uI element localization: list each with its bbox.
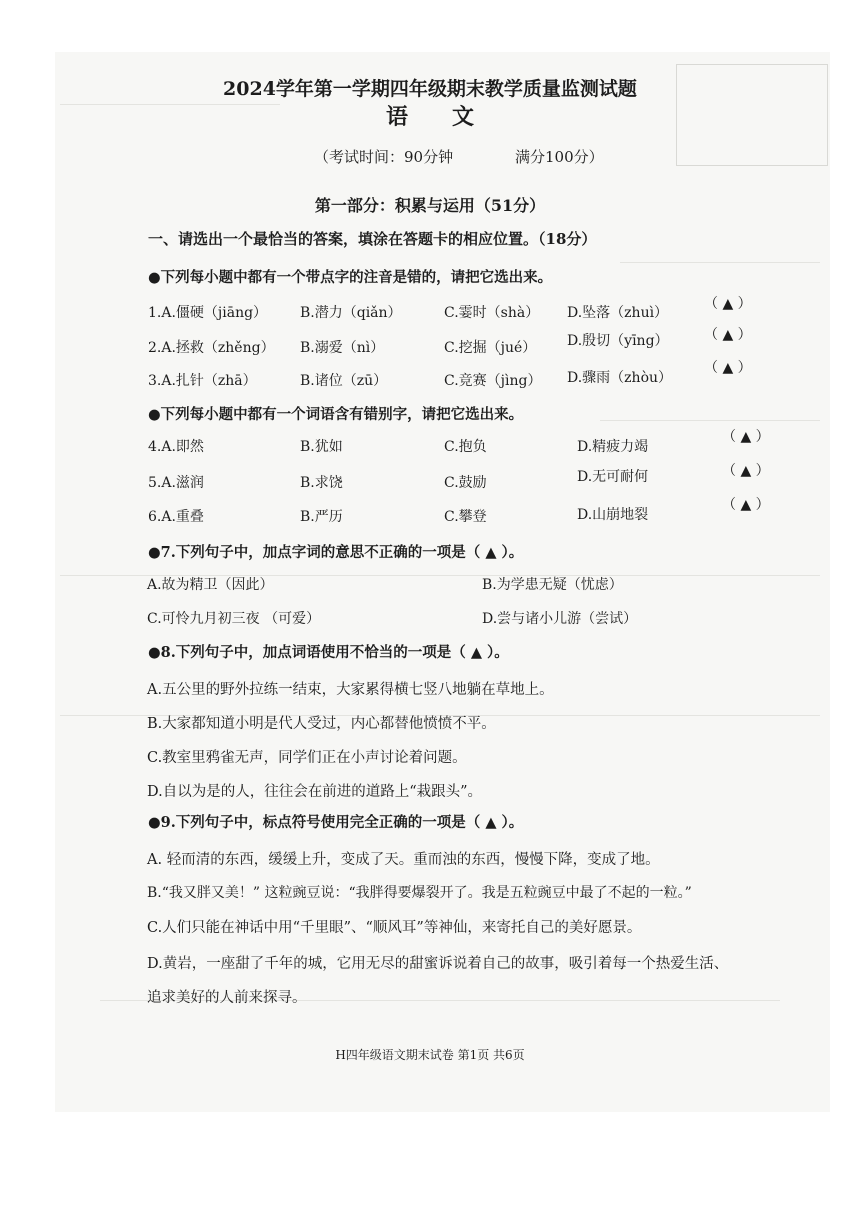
q6-option-d: D.山崩地裂 (577, 507, 649, 523)
q7-stem: ●7.下列句子中，加点字词的意思不正确的一项是（ ▲ ）。 (148, 544, 524, 561)
exam-title: 2024学年第一学期四年级期末教学质量监测试题 (223, 78, 637, 100)
q6-option-a: 6.A.重叠 (148, 509, 204, 525)
q8-option-d: D.自以为是的人，往往会在前进的道路上“栽跟头”。 (147, 784, 483, 800)
q1-option-c: C.霎时（shà） (444, 305, 540, 321)
q3-option-c: C.竞赛（jìng） (444, 373, 542, 389)
q3-answer-slot[interactable]: （ ▲ ） (704, 360, 752, 376)
q3-option-a: 3.A.扎针（zhā） (148, 373, 257, 389)
q2-answer-slot[interactable]: （ ▲ ） (704, 327, 752, 343)
q8-option-b: B.大家都知道小明是代人受过，内心都替他愤愤不平。 (147, 716, 496, 732)
q7-option-d: D.尝与诸小儿游（尝试） (482, 611, 638, 627)
q4-answer-slot[interactable]: （ ▲ ） (722, 429, 770, 445)
q8-option-a: A.五公里的野外拉练一结束，大家累得横七竖八地躺在草地上。 (147, 682, 554, 698)
q9-option-d-line2: 追求美好的人前来探寻。 (147, 990, 307, 1006)
q5-option-a: 5.A.滋润 (148, 475, 204, 491)
q9-stem: ●9.下列句子中，标点符号使用完全正确的一项是（ ▲ ）。 (148, 814, 524, 831)
group1-instruction: ●下列每小题中都有一个带点字的注音是错的，请把它选出来。 (148, 269, 553, 286)
section-heading: 一、请选出一个最恰当的答案，填涂在答题卡的相应位置。（18分） (148, 230, 597, 248)
q8-option-c: C.教室里鸦雀无声，同学们正在小声讨论着问题。 (147, 750, 467, 766)
group2-instruction: ●下列每小题中都有一个词语含有错别字，请把它选出来。 (148, 406, 524, 423)
q2-option-d: D.殷切（yīng） (567, 333, 669, 349)
full-score: 满分100分） (515, 148, 604, 166)
q9-option-c: C.人们只能在神话中用“千里眼”、“顺风耳”等神仙，来寄托自己的美好愿景。 (147, 920, 642, 936)
page-footer: H四年级语文期末试卷 第1页 共6页 (335, 1048, 525, 1062)
q1-option-d: D.坠落（zhuì） (567, 305, 669, 321)
subject-title: 语文 (385, 104, 518, 130)
q2-option-c: C.挖掘（jué） (444, 340, 537, 356)
q6-option-b: B.严历 (300, 509, 343, 525)
q3-option-b: B.诸位（zū） (300, 373, 388, 389)
q9-option-b: B.“我又胖又美！” 这粒豌豆说：“我胖得要爆裂开了。我是五粒豌豆中最了不起的一粒。” (147, 885, 692, 901)
q5-answer-slot[interactable]: （ ▲ ） (722, 463, 770, 479)
q5-option-d: D.无可耐何 (577, 469, 649, 485)
q9-option-a: A. 轻而清的东西，缓缓上升，变成了天。重而浊的东西，慢慢下降，变成了地。 (147, 852, 660, 868)
q4-option-b: B.犹如 (300, 439, 343, 455)
q8-stem: ●8.下列句子中，加点词语使用不恰当的一项是（ ▲ ）。 (148, 644, 509, 661)
q7-option-c: C.可怜九月初三夜 （可爱） (147, 611, 321, 627)
q4-option-d: D.精疲力竭 (577, 439, 649, 455)
q5-option-c: C.鼓励 (444, 475, 487, 491)
q2-option-a: 2.A.拯救（zhěng） (148, 340, 275, 356)
q1-option-a: 1.A.僵硬（jiāng） (148, 305, 268, 321)
bleed-through-line (600, 420, 820, 421)
q7-option-a: A.故为精卫（因此） (147, 577, 274, 593)
part-title: 第一部分：积累与运用（51分） (314, 196, 546, 215)
exam-time: （考试时间：90分钟 (314, 148, 454, 166)
bleed-through-line (620, 262, 820, 263)
q1-option-b: B.潜力（qiǎn） (300, 305, 402, 321)
q2-option-b: B.溺爱（nì） (300, 340, 385, 356)
q5-option-b: B.求饶 (300, 475, 343, 491)
q6-answer-slot[interactable]: （ ▲ ） (722, 497, 770, 513)
q4-option-a: 4.A.即然 (148, 439, 204, 455)
q9-option-d-line1: D.黄岩，一座甜了千年的城，它用无尽的甜蜜诉说着自己的故事，吸引着每一个热爱生活、 (147, 956, 729, 972)
q6-option-c: C.攀登 (444, 509, 487, 525)
q1-answer-slot[interactable]: （ ▲ ） (704, 296, 752, 312)
q4-option-c: C.抱负 (444, 439, 487, 455)
q3-option-d: D.骤雨（zhòu） (567, 370, 673, 386)
q7-option-b: B.为学患无疑（忧虑） (482, 577, 623, 593)
